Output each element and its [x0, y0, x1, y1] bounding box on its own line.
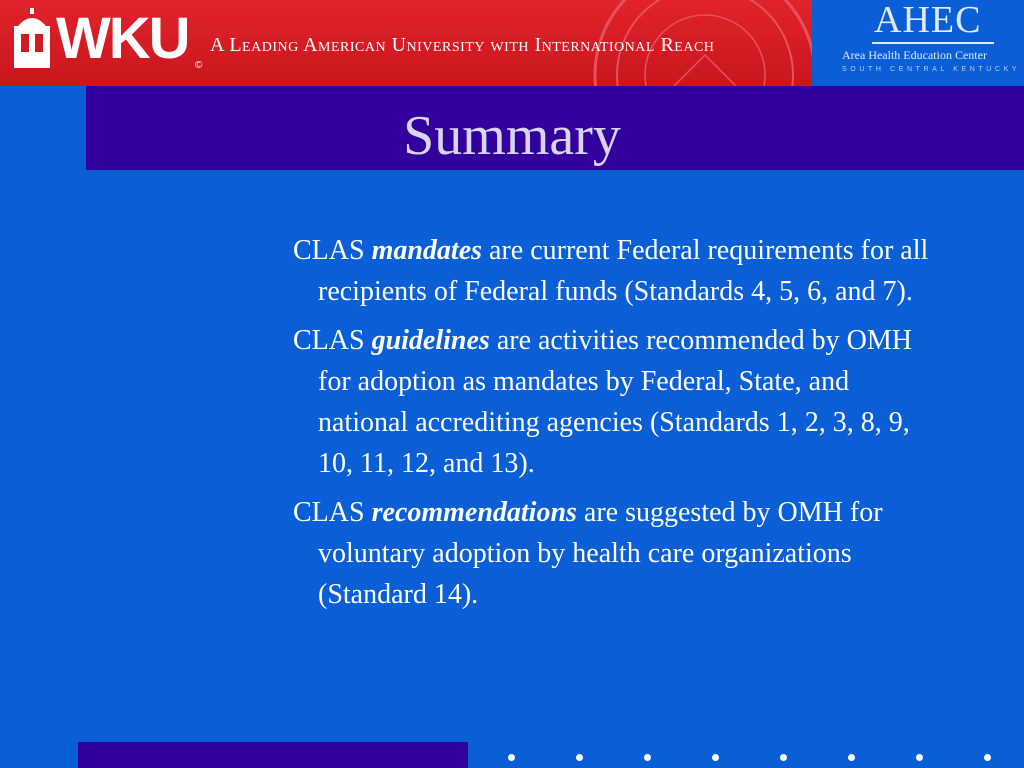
ahec-logo: [812, 0, 1024, 86]
wku-logo-text: WKU: [56, 6, 189, 71]
clas-label: CLAS: [293, 235, 372, 266]
term-guidelines: guidelines: [371, 325, 490, 356]
paragraph-text: are current Federal requirements for all recipients of Federal funds (Standards 4, 5, 6, and 7).: [318, 235, 929, 307]
footer-dot: [984, 754, 991, 761]
ahec-divider: [872, 42, 994, 44]
footer-dot: [644, 754, 651, 761]
slide-title: Summary: [403, 105, 621, 167]
clas-label: CLAS: [293, 325, 372, 356]
footer-dot: [916, 754, 923, 761]
term-mandates: mandates: [371, 235, 483, 266]
footer-dot: [780, 754, 787, 761]
university-tagline: A Leading American University with International Reach: [210, 34, 715, 56]
registered-mark: ©: [195, 60, 203, 71]
footer-dot: [508, 754, 515, 761]
footer-dot: [712, 754, 719, 761]
paragraph-text: are activities recommended by OMH for adoption as mandates by Federal, State, and national accrediting agencies (Standards 1, 2, 3, 8, 9, 10, 11, 12, and 13).: [318, 325, 912, 479]
cupola-logo-icon: [12, 8, 52, 70]
footer-dots: [508, 754, 1024, 764]
paragraph-recommendations: [293, 492, 933, 615]
footer-dot: [576, 754, 583, 761]
ahec-subtitle: SOUTH CENTRAL KENTUCKY: [842, 66, 1021, 73]
university-banner: [0, 0, 812, 86]
footer-dot: [848, 754, 855, 761]
term-recommendations: recommendations: [371, 497, 577, 528]
ahec-name: Area Health Education Center: [842, 48, 987, 62]
paragraph-mandates: [293, 230, 933, 312]
paragraph-text: are suggested by OMH for voluntary adoption by health care organizations (Standard 14).: [318, 497, 883, 610]
paragraph-guidelines: [293, 320, 933, 484]
clas-label: CLAS: [293, 497, 372, 528]
ahec-letters: AHEC: [874, 0, 982, 41]
footer-bar: [78, 742, 468, 768]
slide-body: [293, 230, 933, 623]
